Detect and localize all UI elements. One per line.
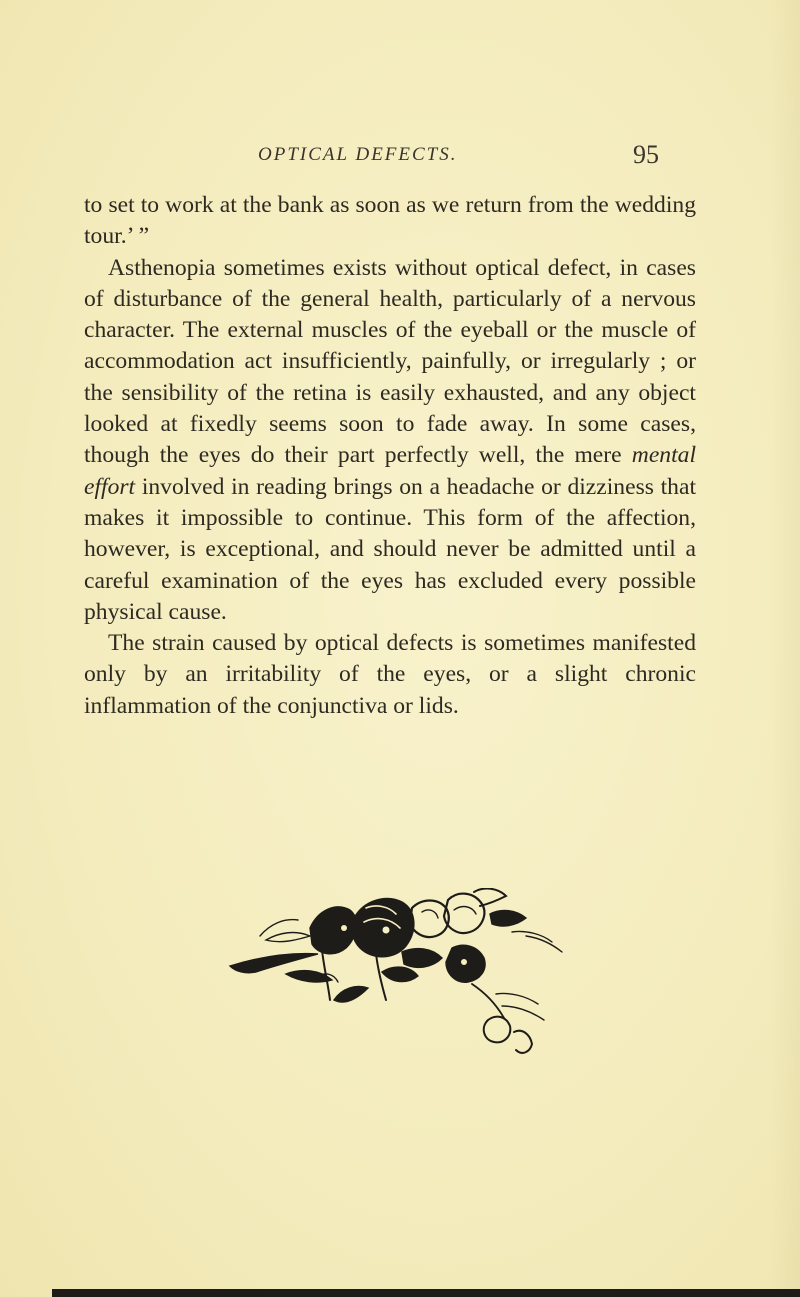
bottom-rule — [52, 1289, 800, 1297]
paragraph-text-before: Asthenopia sometimes exists without optical defect, in cases of disturbance of the general health, particularly of a nervous character. The external muscles of the eyeball or the muscle of accommodation act insufficiently, painfully, or irregularly ; or the sensibility of the retina is easily exhausted, and any object looked at fixedly seems soon to fade away. In some cases, though the eyes do their part perfectly well, the mere — [84, 254, 696, 469]
paragraph-text: The strain caused by optical defects is sometimes manifested only by an irritability of the eyes, or a slight chronic inflammation of the conjunctiva or lids. — [84, 630, 696, 719]
paragraph-text-after: involved in reading brings on a headache or dizziness that makes it impossible to continue. This form of the affection, however, is exceptional, and should never be admitted until a careful examination of the eyes has excluded every possible physical cause. — [84, 473, 696, 625]
page-number: 95 — [633, 140, 659, 169]
emphasis-text: mental effort — [84, 442, 696, 500]
paragraph-continuation — [84, 190, 696, 253]
page-edge-shade — [770, 0, 800, 1297]
paragraph-asthenopia — [84, 253, 696, 629]
running-head: OPTICAL DEFECTS. — [258, 144, 458, 165]
paragraph-strain — [84, 628, 696, 722]
page-header — [0, 140, 800, 180]
body-text — [84, 190, 696, 722]
paragraph-text: to set to work at the bank as soon as we return from the wedding tour.’ ” — [84, 192, 696, 250]
floral-tailpiece-icon — [226, 888, 584, 1058]
